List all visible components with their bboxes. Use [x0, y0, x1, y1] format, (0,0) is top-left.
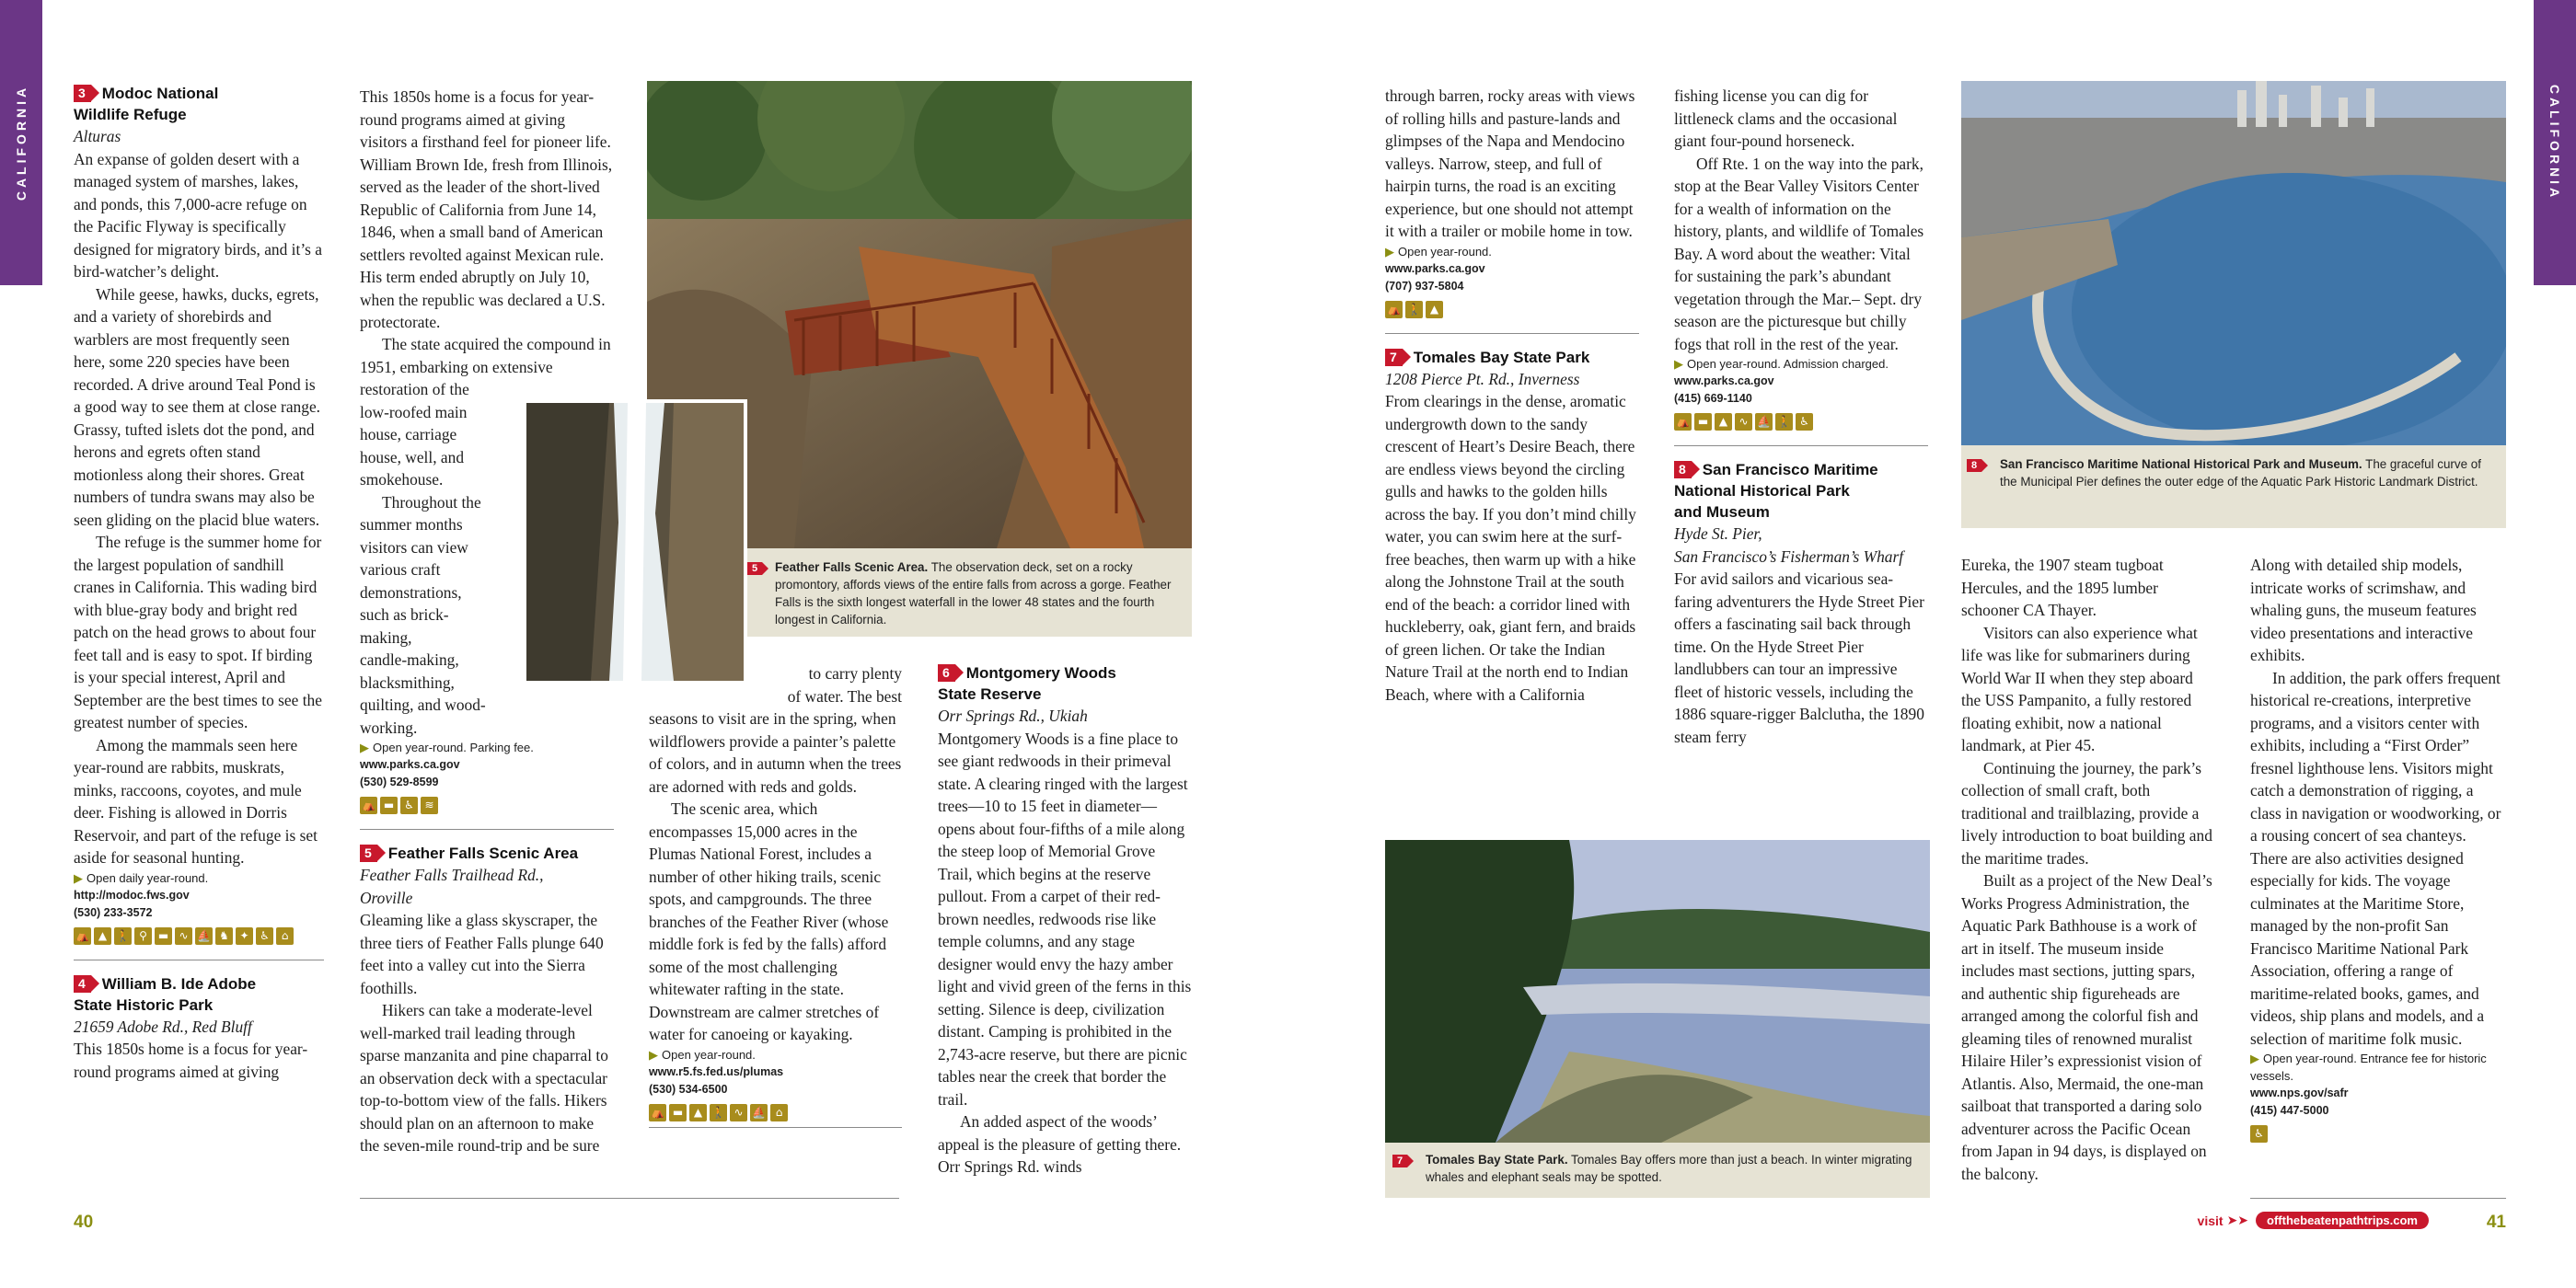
section-6-title: 6 Montgomery Woods State Reserve	[938, 664, 1116, 703]
amenity-icons	[74, 927, 324, 945]
phone-number: (415) 669-1140	[1674, 392, 1752, 405]
camping-icon: ▲	[94, 927, 111, 945]
car-icon: ▬	[669, 1104, 687, 1121]
section-7-title: 7 Tomales Bay State Park	[1385, 347, 1639, 368]
accessible-icon: ♿	[256, 927, 273, 945]
text-line: visitors can view	[360, 537, 468, 557]
phone-number: (415) 447-5000	[2250, 1104, 2329, 1117]
text-line: smokehouse.	[360, 470, 444, 489]
visitor-center-icon: ⌂	[276, 927, 294, 945]
bottom-rule-right	[2250, 1198, 2506, 1199]
section-3-title: 3 Modoc National Wildlife Refuge	[74, 85, 219, 123]
text-line: restoration of the	[360, 380, 469, 398]
section-5-title: 5 Feather Falls Scenic Area	[360, 843, 614, 864]
paragraph: Continuing the journey, the park’s collection of small craft, both traditional and trailblazing, provide a lively introduction to boat building and the maritime trades.	[1961, 758, 2212, 868]
info-line: ▶ Open year-round. Admission charged.	[1674, 357, 1889, 371]
wifi-icon: ≋	[421, 797, 438, 814]
text-line: candle-making,	[360, 650, 459, 669]
contact-block	[360, 756, 614, 791]
hiking-icon: 🚶	[1775, 413, 1793, 431]
section-3-location: Alturas	[74, 127, 121, 145]
amenity-icons	[1674, 413, 1928, 431]
contact-block	[1385, 260, 1639, 295]
paragraph: For avid sailors and vicarious sea-faring adventurers the Hyde Street Pier offers a fascinating sail back through time. On the Hyde Street Pier landlubbers can tour an impressive fleet of historic vessels, including the 1886 square-rigger Balclutha, the 1890 steam ferry	[1674, 569, 1924, 746]
website-link[interactable]: www.parks.ca.gov	[360, 758, 460, 771]
paragraph: fishing license you can dig for littleneck clams and the occasional giant four-pound horseneck.	[1674, 86, 1898, 150]
caption-number-badge: 8	[1967, 459, 1981, 472]
text-line: demonstrations,	[360, 582, 462, 602]
fishing-icon: ∿	[175, 927, 192, 945]
caption-text: Tomales Bay offers more than just a beach. In winter migrating whales and elephant seals may be spotted.	[1426, 1153, 1912, 1184]
info-line: ▶ Open year-round.	[1385, 244, 1492, 259]
paragraph: Gleaming like a glass skyscraper, the three tiers of Feather Falls plunge 640 feet into a valley cut into the Sierra foothills.	[360, 911, 604, 997]
caption-number-badge: 5	[747, 562, 762, 575]
section-number-badge: 4	[74, 975, 91, 993]
section-6-location: Orr Springs Rd., Ukiah	[938, 707, 1088, 725]
visit-label: visit	[2197, 1213, 2224, 1228]
caption-text: The observation deck, set on a rocky promontory, affords views of the entire falls from across a gorge. Feather Falls is the sixth longest waterfall in the lower 48 states and the fourth longest in California.	[775, 560, 1172, 627]
divider	[649, 1127, 902, 1128]
column-5	[1385, 85, 1639, 706]
footer-visit-link[interactable]	[2198, 1212, 2429, 1229]
section-7-location: 1208 Pierce Pt. Rd., Inverness	[1385, 369, 1580, 388]
column-4	[938, 662, 1192, 1179]
text-line: house, carriage	[360, 425, 457, 443]
picnic-icon: ⛺	[1385, 301, 1403, 318]
paragraph: Hikers can take a moderate-level well-marked trail leading through sparse manzanita and pine chaparral to an observation deck with a spectacular top-to-bottom view of the falls. Hikers should plan on an afternoon to make the seven-mile round-trip and be sure	[360, 1001, 608, 1155]
paragraph: An added aspect of the woods’ appeal is the pleasure of getting there. Orr Springs Rd. winds	[938, 1112, 1182, 1176]
caption-title: Tomales Bay State Park.	[1426, 1153, 1568, 1167]
paragraph: seasons to visit are in the spring, when wildflowers provide a painter’s palette of colors, and in autumn when the trees are adorned with reds and golds.	[649, 709, 902, 796]
side-tab-label: CALIFORNIA	[14, 84, 29, 201]
contact-block	[2250, 1085, 2506, 1120]
paragraph: From clearings in the dense, aromatic undergrowth down to the sandy crescent of Heart’s Desire Beach, there are endless views beyond the circling gulls and hawks to the golden hills across the bay. If you don’t mind chilly water, you can swim here at the surf-free beaches, then warm up with a hike along the Johnstone Trail at the south end of the beach: a corridor lined with huckleberry, oak, giant fern, and braids of green lichen. Or take the Indian Nature Trail at the north end to Indian Beach, where with a California	[1385, 392, 1636, 704]
paragraph: Among the mammals seen here year-round are rabbits, muskrats, minks, raccoons, coyotes, and mule deer. Fishing is allowed in Dorris Reservoir, and part of the refuge is set aside for seasonal hunting.	[74, 735, 318, 867]
paragraph: An expanse of golden desert with a managed system of marshes, lakes, and ponds, this 7,000-acre refuge on the Pacific Flyway is specifically designed for migratory birds, and it’s a bird-watcher’s delight.	[74, 149, 322, 281]
caption-number-badge: 7	[1392, 1155, 1407, 1167]
paragraph: Built as a project of the New Deal’s Works Progress Administration, the Aquatic Park Bathhouse is a work of art in itself. The museum inside includes mast sections, jutting spars, and authentic ship figureheads are arranged among the colorful fish and gleaming tiles of renowned muralist Hilaire Hiler’s expressionist vision of Atlantis. Also, Mermaid, the one-man sailboat that transported a daring solo adventurer across the Pacific Ocean from Japan in 94 days, is displayed on the balcony.	[1961, 871, 2212, 1183]
boating-icon: ⛵	[195, 927, 213, 945]
side-tab-label: CALIFORNIA	[2547, 84, 2562, 201]
amenity-icons	[360, 797, 614, 814]
text-line: Throughout the	[382, 492, 481, 512]
arrow-icon: ➤➤	[2226, 1213, 2249, 1227]
column-1	[74, 83, 324, 1083]
hiking-icon: 🚶	[710, 1104, 727, 1121]
photo-caption	[1385, 1143, 1930, 1198]
side-tab-right	[2534, 0, 2576, 285]
fishing-icon: ∿	[1735, 413, 1752, 431]
paragraph: The state acquired the compound in 1951, embarking on extensive	[360, 335, 611, 376]
bottom-rule-left	[360, 1198, 899, 1199]
contact-block	[74, 887, 324, 922]
photo-caption	[1961, 445, 2506, 528]
divider	[1385, 333, 1639, 334]
camping-icon: ▲	[1426, 301, 1443, 318]
paragraph: While geese, hawks, ducks, egrets, and a variety of shorebirds and warblers are most frequently seen here, some 220 species have been recorded. A drive around Teal Pond is a good way to see them at close range. Grassy, tufted islets dot the pond, and herons and egrets often stand motionless along their shores. Great numbers of tundra swans may also be seen gliding on the placid blue waters.	[74, 284, 321, 529]
info-line: ▶ Open year-round. Entrance fee for historic vessels.	[2250, 1052, 2487, 1083]
section-8-location: Hyde St. Pier, San Francisco’s Fisherman’s Wharf	[1674, 524, 1904, 566]
paragraph-continued: This 1850s home is a focus for year-round programs aimed at giving visitors a firsthand feel for pioneer life. William Brown Ide, fresh from Illinois, served as the leader of the short-lived Republic of California from June 14, 1846, when a small band of American settlers revolted against Mexican rule. His term ended abruptly on July 10, when the republic was declared a U.S. protectorate.	[360, 87, 613, 331]
paragraph: Off Rte. 1 on the way into the park, stop at the Bear Valley Visitors Center for a wealth of information on the history, plants, and wildlife of Tomales Bay. A word about the weather: Vital for sustaining the park’s abundant vegetation through the Mar.– Sept. dry season are the picturesque but chilly fogs that roll in the rest of the year.	[1674, 154, 1924, 353]
accessible-icon: ♿	[1796, 413, 1813, 431]
amenity-icons	[649, 1104, 902, 1121]
bicycle-icon: ⚲	[134, 927, 152, 945]
info-line: ▶ Open year-round. Parking fee.	[360, 741, 534, 754]
fishing-icon: ∿	[730, 1104, 747, 1121]
boating-icon: ⛵	[1755, 413, 1773, 431]
page-number-left: 40	[74, 1213, 94, 1232]
info-line: ▶ Open daily year-round.	[74, 870, 209, 885]
caption-title: Feather Falls Scenic Area.	[775, 560, 929, 574]
car-icon: ▬	[155, 927, 172, 945]
website-link[interactable]: www.parks.ca.gov	[1674, 374, 1774, 387]
text-line: making,	[360, 627, 412, 647]
accessible-icon: ♿	[2250, 1125, 2268, 1143]
phone-number: (530) 534-6500	[649, 1082, 728, 1096]
text-line: summer months	[360, 515, 463, 534]
side-tab-left	[0, 0, 42, 285]
camping-icon: ▲	[689, 1104, 707, 1121]
column-6	[1674, 85, 1928, 748]
amenity-icons	[1385, 301, 1639, 318]
text-line: such as brick-	[360, 605, 449, 624]
paragraph: The scenic area, which encompasses 15,000 acres in the Plumas National Forest, includes a number of other hiking trails, scenic spots, and campgrounds. The three branches of the Feather River (whose middle fork is fed by the falls) afford some of the most challenging whitewater rafting in the state. Downstream are calmer stretches of water for canoeing or kayaking.	[649, 799, 889, 1043]
hiking-icon: 🚶	[114, 927, 132, 945]
phone-number: (707) 937-5804	[1385, 279, 1464, 293]
contact-block	[1674, 373, 1928, 408]
photo-caption	[747, 548, 1192, 637]
paragraph: Montgomery Woods is a fine place to see giant redwoods in their primeval state. A clearing ringed with the largest trees—10 to 15 feet in diameter—opens about four-fifths of a mile along the steep loop of Memorial Grove Trail, which begins at the reserve pullout. From a carpet of their red-brown needles, redwoods rise like temple columns, and any stage designer would envy the hazy amber light and vivid green of the ferns in this setting. Silence is deep, civilization distant. Camping is prohibited in the 2,743-acre reserve, but there are picnic tables near the creek that border the trail.	[938, 729, 1192, 1109]
section-number-badge: 8	[1674, 461, 1692, 478]
text-line: quilting, and wood-	[360, 696, 486, 714]
hiking-icon: 🚶	[1405, 301, 1423, 318]
section-4-title: 4 William B. Ide Adobe State Historic Park	[74, 974, 257, 1014]
section-number-badge: 7	[1385, 349, 1403, 366]
text-line: house, well, and	[360, 447, 465, 466]
column-3	[649, 662, 902, 1141]
amenity-icons	[2250, 1125, 2506, 1143]
section-number-badge: 5	[360, 845, 377, 862]
caption-text: The graceful curve of the Municipal Pier defines the outer edge of the Aquatic Park Historic Landmark District.	[2000, 457, 2481, 489]
visitor-center-icon: ⌂	[770, 1104, 788, 1121]
section-8-title: 8 San Francisco Maritime National Historical Park and Museum	[1674, 461, 1878, 521]
paragraph: to carry plenty	[808, 664, 902, 683]
tomales-bay-photo	[1385, 840, 1930, 1143]
section-number-badge: 6	[938, 664, 955, 682]
picnic-icon: ⛺	[649, 1104, 666, 1121]
picnic-icon: ⛺	[360, 797, 377, 814]
text-line: working.	[360, 718, 418, 737]
accessible-icon: ♿	[400, 797, 418, 814]
section-number-badge: 3	[74, 85, 91, 102]
camping-icon: ▲	[1715, 413, 1732, 431]
paragraph: Eureka, the 1907 steam tugboat Hercules, and the 1895 lumber schooner CA Thayer.	[1961, 556, 2164, 619]
section-5-location: Feather Falls Trailhead Rd., Oroville	[360, 866, 544, 907]
website-link[interactable]: www.parks.ca.gov	[1385, 261, 1485, 275]
column-8	[2250, 554, 2506, 1143]
horse-icon: ♞	[215, 927, 233, 945]
picnic-icon: ⛺	[74, 927, 91, 945]
paragraph: The refuge is the summer home for the largest population of sandhill cranes in California. This wading bird with blue-gray body and bright red patch on the head grows to about four feet tall and is easy to spot. If birding is your special interest, April and September are the best times to see the greatest number of species.	[74, 533, 322, 731]
paragraph: of water. The best	[787, 686, 902, 706]
hunting-icon: ✦	[236, 927, 253, 945]
car-icon: ▬	[380, 797, 398, 814]
car-icon: ▬	[1694, 413, 1712, 431]
paragraph: This 1850s home is a focus for year-round programs aimed at giving	[74, 1040, 308, 1081]
website-link[interactable]: http://modoc.fws.gov	[74, 888, 190, 902]
text-line: blacksmithing,	[360, 673, 455, 692]
caption-title: San Francisco Maritime National Historical Park and Museum.	[2000, 457, 2362, 471]
website-url[interactable]: offthebeatenpathtrips.com	[2256, 1212, 2429, 1229]
divider	[1674, 445, 1928, 446]
contact-block	[649, 1064, 902, 1098]
section-4-location: 21659 Adobe Rd., Red Bluff	[74, 1017, 252, 1036]
feather-falls-waterfall-photo	[523, 399, 747, 684]
website-link[interactable]: www.nps.gov/safr	[2250, 1087, 2349, 1099]
paragraph: Visitors can also experience what life was like for submariners during World War II when they step aboard the USS Pampanito, a fully restored floating exhibit, now a national landmark, at Pier 45.	[1961, 623, 2198, 754]
column-7	[1961, 554, 2215, 1185]
paragraph: In addition, the park offers frequent historical re-creations, interpretive programs, and a visitors center with exhibits, including a “First Order” fresnel lighthouse lens. Visitors might catch a demonstration of rigging, a class in navigation or woodworking, or a rousing concert of sea chanteys. There are also activities designed especially for kids. The voyage culminates at the Maritime Store, managed by the non-profit San Francisco Maritime National Park Association, offering a range of maritime-related books, games, and videos, ship plans and models, and a selection of maritime folk music.	[2250, 668, 2501, 1048]
info-line: ▶ Open year-round.	[649, 1047, 756, 1062]
paragraph: through barren, rocky areas with views of rolling hills and pasture-lands and glimpses of the Napa and Mendocino valleys. Narrow, steep, and full of hairpin turns, the road is an exciting experience, but one should not attempt it with a trailer or mobile home in tow.	[1385, 86, 1635, 240]
page-number-right: 41	[2486, 1213, 2506, 1232]
website-link[interactable]: www.r5.fs.fed.us/plumas	[649, 1064, 784, 1078]
paragraph: Along with detailed ship models, intricate works of scrimshaw, and whaling guns, the museum features video presentations and interactive exhibits.	[2250, 556, 2477, 664]
text-line: low-roofed main	[360, 402, 468, 421]
phone-number: (530) 233-3572	[74, 905, 153, 919]
boating-icon: ⛵	[750, 1104, 768, 1121]
divider	[360, 829, 614, 830]
picnic-icon: ⛺	[1674, 413, 1692, 431]
text-line: various craft	[360, 560, 441, 579]
san-francisco-maritime-photo	[1961, 81, 2506, 445]
phone-number: (530) 529-8599	[360, 776, 439, 788]
